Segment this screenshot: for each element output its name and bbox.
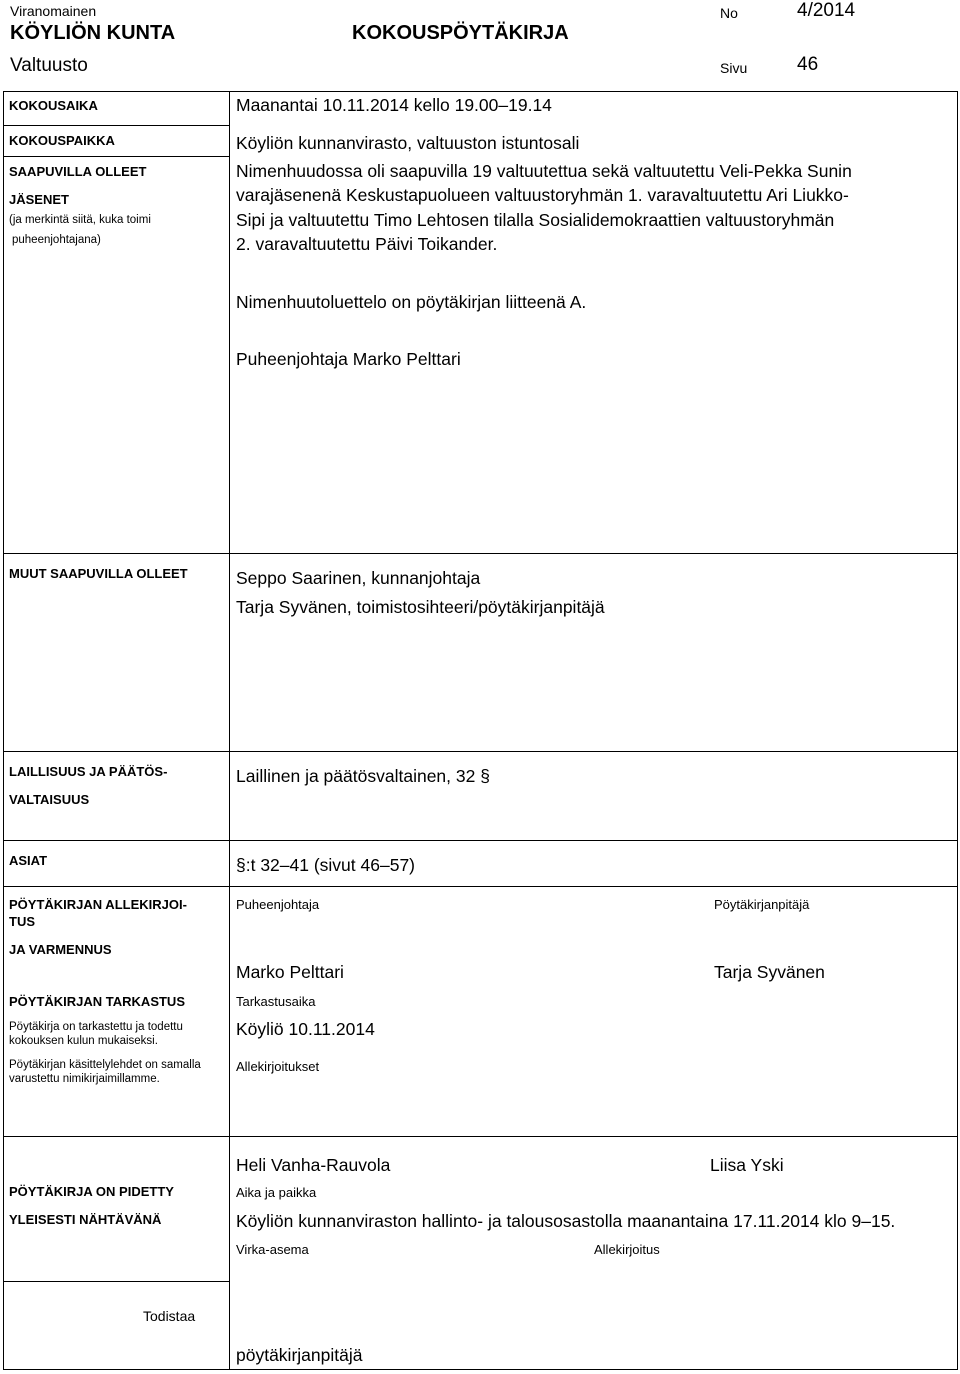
chair-caption: Puheenjohtaja bbox=[236, 897, 320, 912]
review-signatures-caption: Allekirjoitukset bbox=[236, 1059, 320, 1074]
items-value: §:t 32–41 (sivut 46–57) bbox=[236, 855, 416, 875]
public-display-label: PÖYTÄKIRJA ON PIDETTY bbox=[9, 1184, 174, 1199]
legality-value: Laillinen ja päätösvaltainen, 32 § bbox=[236, 766, 490, 786]
page-value: 46 bbox=[797, 54, 819, 75]
number-label: No bbox=[720, 5, 738, 21]
certifier-role: pöytäkirjanpitäjä bbox=[236, 1345, 363, 1365]
other-attendee: Tarja Syvänen, toimistosihteeri/pöytäkirjanpitäjä bbox=[236, 597, 605, 617]
certify-label: Todistaa bbox=[143, 1308, 196, 1324]
review-time-caption: Tarkastusaika bbox=[236, 994, 316, 1009]
signature-label: PÖYTÄKIRJAN ALLEKIRJOI- bbox=[9, 897, 187, 912]
secretary-signature-name: Tarja Syvänen bbox=[714, 962, 825, 982]
attendance-line: Sipi ja valtuutettu Timo Lehtosen tilalla Sosialidemokraattien valtuustoryhmän bbox=[236, 210, 835, 230]
table-left-border bbox=[3, 91, 4, 1370]
body-name: Valtuusto bbox=[10, 55, 88, 76]
review-label: PÖYTÄKIRJAN TARKASTUS bbox=[9, 994, 185, 1009]
number-value: 4/2014 bbox=[797, 0, 856, 21]
document-title: KOKOUSPÖYTÄKIRJA bbox=[352, 22, 569, 44]
review-note-2: Pöytäkirjan käsittelylehdet on samalla varustettu nimikirjaimillamme. bbox=[9, 1059, 201, 1085]
chair-note: (ja merkintä siitä, kuka toimi bbox=[9, 214, 151, 226]
others-present-label: MUUT SAAPUVILLA OLLEET bbox=[9, 566, 188, 581]
table-bottom-border bbox=[3, 1369, 958, 1370]
row-divider bbox=[3, 553, 958, 554]
meeting-place-value: Köyliön kunnanvirasto, valtuuston istuntosali bbox=[236, 133, 580, 153]
display-place-value: Köyliön kunnanviraston hallinto- ja talousosastolla maanantaina 17.11.2014 klo 9–15. bbox=[236, 1211, 896, 1231]
office-caption: Virka-asema bbox=[236, 1242, 309, 1257]
present-members-label-2: JÄSENET bbox=[9, 192, 69, 207]
public-display-label-2: YLEISESTI NÄHTÄVÄNÄ bbox=[9, 1212, 162, 1227]
row-divider bbox=[3, 1281, 229, 1282]
table-top-border bbox=[3, 91, 958, 92]
secretary-caption: Pöytäkirjanpitäjä bbox=[714, 897, 810, 912]
items-label: ASIAT bbox=[9, 853, 48, 868]
signature-label-3: JA VARMENNUS bbox=[9, 942, 112, 957]
table-right-border bbox=[957, 91, 958, 1370]
attendance-line: 2. varavaltuutettu Päivi Toikander. bbox=[236, 234, 498, 254]
display-place-caption: Aika ja paikka bbox=[236, 1185, 317, 1200]
column-divider bbox=[229, 91, 230, 1370]
chair-note-2: puheenjohtajana) bbox=[12, 234, 101, 246]
row-divider bbox=[3, 125, 229, 126]
meeting-time-label: KOKOUSAIKA bbox=[9, 98, 98, 113]
review-note: Pöytäkirja on tarkastettu ja todettu kokouksen kulun mukaiseksi. bbox=[9, 1021, 183, 1047]
other-attendee: Seppo Saarinen, kunnanjohtaja bbox=[236, 568, 481, 588]
row-divider bbox=[3, 886, 958, 887]
municipality-name: KÖYLIÖN KUNTA bbox=[10, 22, 176, 44]
legality-label-2: VALTAISUUS bbox=[9, 792, 90, 807]
rollcall-note: Nimenhuutoluettelo on pöytäkirjan liitteenä A. bbox=[236, 292, 587, 312]
meeting-time-value: Maanantai 10.11.2014 kello 19.00–19.14 bbox=[236, 95, 552, 115]
chair-signature-name: Marko Pelttari bbox=[236, 962, 344, 982]
legality-label: LAILLISUUS JA PÄÄTÖS- bbox=[9, 764, 168, 779]
row-divider bbox=[3, 751, 958, 752]
signature-caption: Allekirjoitus bbox=[594, 1242, 660, 1257]
review-time-value: Köyliö 10.11.2014 bbox=[236, 1019, 375, 1039]
meeting-place-label: KOKOUSPAIKKA bbox=[9, 133, 115, 148]
row-divider bbox=[3, 840, 958, 841]
reviewer-name-2: Liisa Yski bbox=[710, 1155, 784, 1175]
row-divider bbox=[3, 1136, 958, 1137]
authority-label: Viranomainen bbox=[10, 3, 97, 19]
attendance-line: varajäsenenä Keskustapuolueen valtuustoryhmän 1. varavaltuutettu Ari Liukko- bbox=[236, 185, 849, 205]
chairperson: Puheenjohtaja Marko Pelttari bbox=[236, 349, 461, 369]
page-label: Sivu bbox=[720, 60, 748, 76]
present-members-label: SAAPUVILLA OLLEET bbox=[9, 164, 147, 179]
reviewer-name: Heli Vanha-Rauvola bbox=[236, 1155, 391, 1175]
signature-label-2: TUS bbox=[9, 914, 35, 929]
attendance-line: Nimenhuudossa oli saapuvilla 19 valtuutettua sekä valtuutettu Veli-Pekka Sunin bbox=[236, 161, 852, 181]
row-divider bbox=[3, 156, 229, 157]
